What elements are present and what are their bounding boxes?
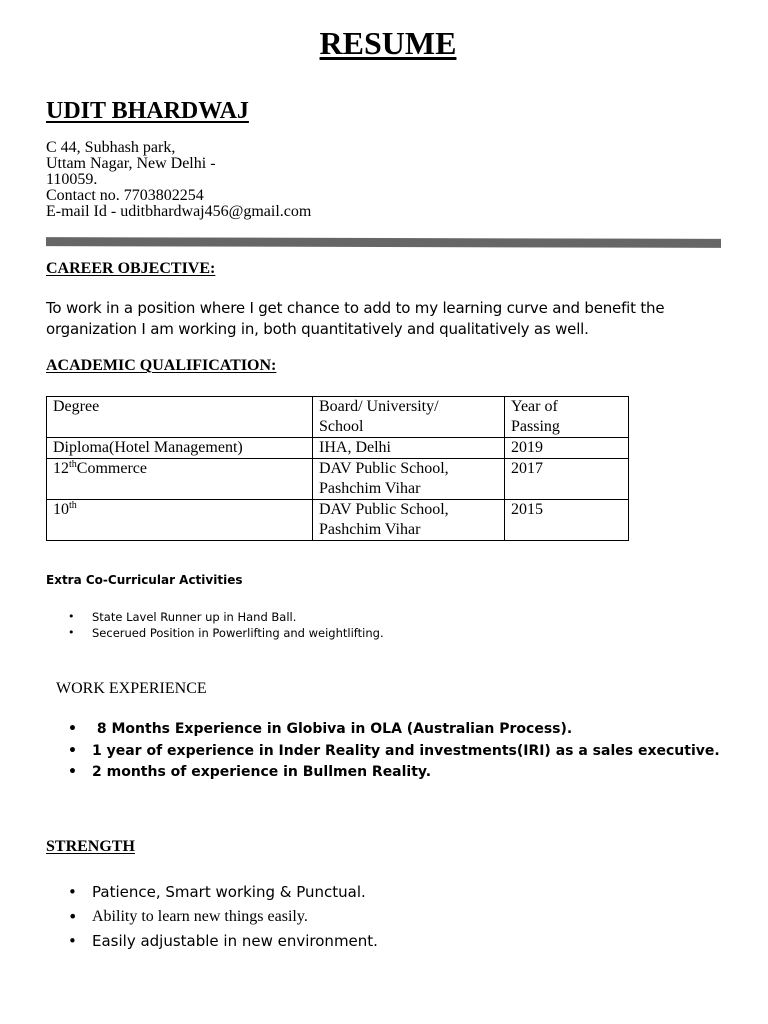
extra-curricular-heading: Extra Co-Curricular Activities: [46, 573, 243, 587]
list-item-text: Patience, Smart working & Punctual.: [92, 883, 366, 901]
list-item: [68, 719, 720, 741]
table-header-row: [47, 397, 629, 438]
board-cell: [313, 459, 505, 500]
work-experience-heading: WORK EXPERIENCE: [56, 680, 207, 697]
year-cell: [505, 438, 629, 459]
header-divider: [46, 237, 721, 248]
bullet-icon: •: [68, 742, 77, 759]
bullet-icon: •: [68, 721, 77, 737]
academic-qualification-table: [46, 396, 629, 541]
list-item: [68, 880, 378, 905]
table-row: [47, 459, 629, 500]
strength-list: [68, 880, 378, 954]
contact-details: [46, 140, 311, 220]
year-cell: [505, 459, 629, 500]
header-year-line: Year of: [511, 398, 558, 415]
strength-heading: STRENGTH: [46, 838, 135, 855]
board-cell: [313, 438, 505, 459]
degree-superscript: th: [69, 459, 77, 470]
year-text: 2019: [511, 439, 543, 456]
email-address: E-mail Id - uditbhardwaj456@gmail.com: [46, 203, 312, 220]
career-objective-text: [46, 298, 736, 340]
list-item: [68, 609, 384, 625]
list-item-text: Easily adjustable in new environment.: [92, 932, 378, 950]
list-item: [68, 905, 378, 930]
list-item: [68, 929, 378, 954]
academic-qualification-heading: ACADEMIC QUALIFICATION:: [46, 357, 277, 374]
candidate-name: UDIT BHARDWAJ: [46, 98, 249, 124]
year-text: 2017: [511, 460, 543, 477]
year-text: 2015: [511, 501, 543, 518]
bullet-icon: •: [68, 626, 75, 639]
header-cell-board: [313, 397, 505, 438]
header-year-line: Passing: [511, 418, 560, 435]
address-line: 110059.: [46, 171, 98, 188]
contact-number: Contact no. 7703802254: [46, 187, 204, 204]
header-board-line: Board/ University/: [319, 398, 439, 415]
bullet-icon: •: [68, 932, 77, 950]
year-cell: [505, 500, 629, 541]
address-line: C 44, Subhash park,: [46, 139, 176, 156]
list-item-text: Secerued Position in Powerlifting and weightlifting.: [92, 626, 384, 640]
board-text: DAV Public School,: [319, 460, 449, 477]
board-text: DAV Public School,: [319, 501, 449, 518]
degree-text: Diploma(Hotel Management): [53, 439, 243, 456]
header-cell-degree: [47, 397, 313, 438]
degree-suffix: Commerce: [76, 460, 147, 477]
board-text: Pashchim Vihar: [319, 480, 421, 497]
list-item-text: Ability to learn new things easily.: [92, 907, 308, 925]
header-degree: Degree: [53, 398, 100, 415]
table-row: [47, 438, 629, 459]
header-board-line: School: [319, 418, 364, 435]
work-experience-list: [68, 719, 720, 784]
degree-superscript: th: [69, 500, 77, 511]
list-item-text: 8 Months Experience in Globiva in OLA (Australian Process).: [92, 721, 573, 737]
list-item-text: State Lavel Runner up in Hand Ball.: [92, 610, 297, 624]
career-objective-heading: CAREER OBJECTIVE:: [46, 260, 216, 277]
degree-text: 10: [53, 501, 69, 518]
degree-cell: [47, 438, 313, 459]
career-objective-line: organization I am working in, both quantitatively and qualitatively as well.: [46, 320, 589, 338]
bullet-icon: •: [68, 764, 77, 780]
board-text: Pashchim Vihar: [319, 521, 421, 538]
degree-cell: [47, 459, 313, 500]
bullet-icon: •: [68, 610, 75, 623]
document-title: RESUME: [319, 25, 457, 61]
list-item: [68, 625, 384, 641]
degree-text: 12: [53, 460, 69, 477]
extra-curricular-list: [68, 609, 384, 641]
bullet-icon: •: [68, 883, 77, 901]
list-item: [68, 762, 720, 784]
career-objective-line: To work in a position where I get chance to add to my learning curve and benefit the: [46, 299, 665, 317]
table-row: [47, 500, 629, 541]
header-cell-year: [505, 397, 629, 438]
bullet-icon: •: [68, 906, 78, 926]
board-text: IHA, Delhi: [319, 439, 391, 456]
board-cell: [313, 500, 505, 541]
degree-cell: [47, 500, 313, 541]
list-item: [68, 741, 720, 763]
list-item-text: 1 year of experience in Inder Reality and investments(IRI) as a sales executive.: [92, 742, 720, 759]
list-item-text: 2 months of experience in Bullmen Reality.: [92, 764, 432, 780]
address-line: Uttam Nagar, New Delhi -: [46, 155, 216, 172]
